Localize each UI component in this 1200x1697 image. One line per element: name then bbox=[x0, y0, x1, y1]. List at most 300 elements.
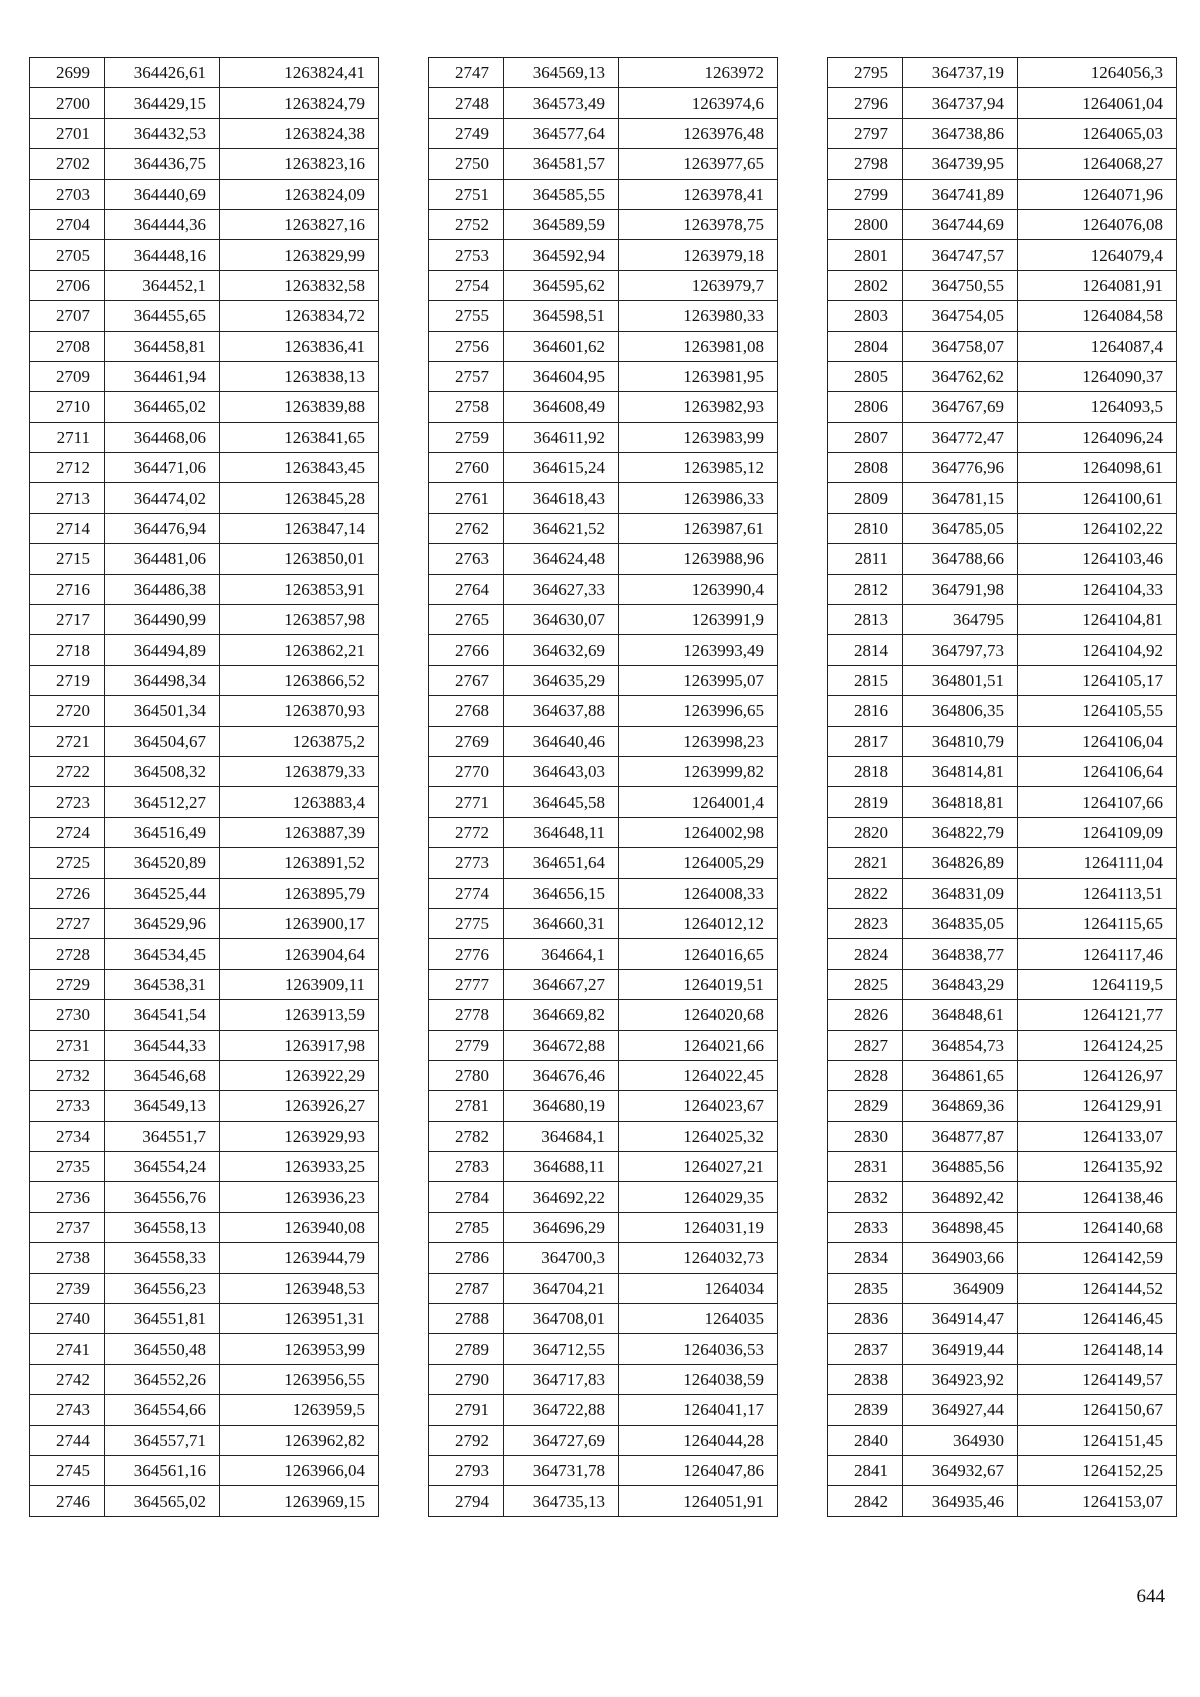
table-row bbox=[828, 574, 1177, 604]
y-coordinate-cell: 1264115,65 bbox=[1018, 908, 1177, 938]
table-row bbox=[828, 908, 1177, 938]
table-row bbox=[828, 331, 1177, 361]
x-coordinate-cell: 364643,03 bbox=[504, 756, 619, 786]
table-row bbox=[429, 392, 778, 422]
point-number-cell: 2734 bbox=[30, 1121, 105, 1151]
y-coordinate-cell: 1264002,98 bbox=[619, 817, 778, 847]
table-row bbox=[828, 270, 1177, 300]
point-number-cell: 2724 bbox=[30, 817, 105, 847]
y-coordinate-cell: 1263847,14 bbox=[220, 513, 379, 543]
point-number-cell: 2812 bbox=[828, 574, 903, 604]
y-coordinate-cell: 1264113,51 bbox=[1018, 878, 1177, 908]
point-number-cell: 2735 bbox=[30, 1152, 105, 1182]
point-number-cell: 2776 bbox=[429, 939, 504, 969]
point-number-cell: 2751 bbox=[429, 179, 504, 209]
y-coordinate-cell: 1263832,58 bbox=[220, 270, 379, 300]
point-number-cell: 2781 bbox=[429, 1091, 504, 1121]
x-coordinate-cell: 364458,81 bbox=[105, 331, 220, 361]
x-coordinate-cell: 364621,52 bbox=[504, 513, 619, 543]
x-coordinate-cell: 364737,94 bbox=[903, 88, 1018, 118]
y-coordinate-cell: 1263974,6 bbox=[619, 88, 778, 118]
point-number-cell: 2757 bbox=[429, 361, 504, 391]
point-number-cell: 2749 bbox=[429, 118, 504, 148]
x-coordinate-cell: 364744,69 bbox=[903, 209, 1018, 239]
y-coordinate-cell: 1264126,97 bbox=[1018, 1060, 1177, 1090]
coordinate-table-3 bbox=[827, 57, 1177, 1517]
table-row bbox=[828, 1212, 1177, 1242]
point-number-cell: 2787 bbox=[429, 1273, 504, 1303]
x-coordinate-cell: 364635,29 bbox=[504, 665, 619, 695]
point-number-cell: 2709 bbox=[30, 361, 105, 391]
table-row bbox=[30, 1000, 379, 1030]
table-row bbox=[30, 787, 379, 817]
y-coordinate-cell: 1264121,77 bbox=[1018, 1000, 1177, 1030]
y-coordinate-cell: 1263913,59 bbox=[220, 1000, 379, 1030]
table-row bbox=[429, 908, 778, 938]
y-coordinate-cell: 1264022,45 bbox=[619, 1060, 778, 1090]
point-number-cell: 2703 bbox=[30, 179, 105, 209]
y-coordinate-cell: 1263850,01 bbox=[220, 544, 379, 574]
y-coordinate-cell: 1263904,64 bbox=[220, 939, 379, 969]
x-coordinate-cell: 364604,95 bbox=[504, 361, 619, 391]
table-row bbox=[429, 1121, 778, 1151]
point-number-cell: 2838 bbox=[828, 1364, 903, 1394]
point-number-cell: 2831 bbox=[828, 1152, 903, 1182]
point-number-cell: 2718 bbox=[30, 635, 105, 665]
y-coordinate-cell: 1264090,37 bbox=[1018, 361, 1177, 391]
table-row bbox=[429, 939, 778, 969]
point-number-cell: 2823 bbox=[828, 908, 903, 938]
x-coordinate-cell: 364581,57 bbox=[504, 149, 619, 179]
point-number-cell: 2834 bbox=[828, 1243, 903, 1273]
x-coordinate-cell: 364637,88 bbox=[504, 696, 619, 726]
table-row bbox=[30, 878, 379, 908]
y-coordinate-cell: 1263926,27 bbox=[220, 1091, 379, 1121]
x-coordinate-cell: 364712,55 bbox=[504, 1334, 619, 1364]
y-coordinate-cell: 1264016,65 bbox=[619, 939, 778, 969]
y-coordinate-cell: 1264103,46 bbox=[1018, 544, 1177, 574]
y-coordinate-cell: 1263959,5 bbox=[220, 1395, 379, 1425]
x-coordinate-cell: 364569,13 bbox=[504, 58, 619, 88]
table-row bbox=[828, 1364, 1177, 1394]
x-coordinate-cell: 364645,58 bbox=[504, 787, 619, 817]
table-row bbox=[30, 513, 379, 543]
x-coordinate-cell: 364608,49 bbox=[504, 392, 619, 422]
x-coordinate-cell: 364448,16 bbox=[105, 240, 220, 270]
x-coordinate-cell: 364508,32 bbox=[105, 756, 220, 786]
table-row bbox=[828, 301, 1177, 331]
y-coordinate-cell: 1264111,04 bbox=[1018, 848, 1177, 878]
table-row bbox=[30, 544, 379, 574]
y-coordinate-cell: 1263827,16 bbox=[220, 209, 379, 239]
x-coordinate-cell: 364556,76 bbox=[105, 1182, 220, 1212]
table-row bbox=[828, 635, 1177, 665]
y-coordinate-cell: 1264149,57 bbox=[1018, 1364, 1177, 1394]
point-number-cell: 2713 bbox=[30, 483, 105, 513]
y-coordinate-cell: 1263983,99 bbox=[619, 422, 778, 452]
x-coordinate-cell: 364676,46 bbox=[504, 1060, 619, 1090]
x-coordinate-cell: 364795 bbox=[903, 605, 1018, 635]
table-row bbox=[429, 118, 778, 148]
table-row bbox=[828, 817, 1177, 847]
point-number-cell: 2817 bbox=[828, 726, 903, 756]
table-row bbox=[828, 544, 1177, 574]
table-row bbox=[429, 453, 778, 483]
y-coordinate-cell: 1264081,91 bbox=[1018, 270, 1177, 300]
x-coordinate-cell: 364927,44 bbox=[903, 1395, 1018, 1425]
y-coordinate-cell: 1263839,88 bbox=[220, 392, 379, 422]
table-row bbox=[429, 149, 778, 179]
x-coordinate-cell: 364741,89 bbox=[903, 179, 1018, 209]
x-coordinate-cell: 364738,86 bbox=[903, 118, 1018, 148]
y-coordinate-cell: 1263875,2 bbox=[220, 726, 379, 756]
y-coordinate-cell: 1264036,53 bbox=[619, 1334, 778, 1364]
y-coordinate-cell: 1263843,45 bbox=[220, 453, 379, 483]
point-number-cell: 2742 bbox=[30, 1364, 105, 1394]
table-row bbox=[429, 635, 778, 665]
table-row bbox=[30, 1030, 379, 1060]
table-row bbox=[828, 756, 1177, 786]
table-row bbox=[30, 574, 379, 604]
y-coordinate-cell: 1263824,41 bbox=[220, 58, 379, 88]
point-number-cell: 2792 bbox=[429, 1425, 504, 1455]
table-row bbox=[828, 1425, 1177, 1455]
point-number-cell: 2740 bbox=[30, 1304, 105, 1334]
point-number-cell: 2748 bbox=[429, 88, 504, 118]
y-coordinate-cell: 1263999,82 bbox=[619, 756, 778, 786]
x-coordinate-cell: 364848,61 bbox=[903, 1000, 1018, 1030]
point-number-cell: 2819 bbox=[828, 787, 903, 817]
x-coordinate-cell: 364471,06 bbox=[105, 453, 220, 483]
x-coordinate-cell: 364708,01 bbox=[504, 1304, 619, 1334]
x-coordinate-cell: 364516,49 bbox=[105, 817, 220, 847]
y-coordinate-cell: 1263966,04 bbox=[220, 1455, 379, 1485]
point-number-cell: 2794 bbox=[429, 1486, 504, 1516]
y-coordinate-cell: 1263951,31 bbox=[220, 1304, 379, 1334]
x-coordinate-cell: 364731,78 bbox=[504, 1455, 619, 1485]
point-number-cell: 2707 bbox=[30, 301, 105, 331]
y-coordinate-cell: 1264012,12 bbox=[619, 908, 778, 938]
y-coordinate-cell: 1264104,81 bbox=[1018, 605, 1177, 635]
table-row bbox=[30, 1273, 379, 1303]
point-number-cell: 2728 bbox=[30, 939, 105, 969]
point-number-cell: 2815 bbox=[828, 665, 903, 695]
x-coordinate-cell: 364919,44 bbox=[903, 1334, 1018, 1364]
table-row bbox=[30, 58, 379, 88]
x-coordinate-cell: 364903,66 bbox=[903, 1243, 1018, 1273]
x-coordinate-cell: 364550,48 bbox=[105, 1334, 220, 1364]
table-row bbox=[429, 1304, 778, 1334]
x-coordinate-cell: 364831,09 bbox=[903, 878, 1018, 908]
table-row bbox=[828, 1000, 1177, 1030]
y-coordinate-cell: 1264005,29 bbox=[619, 848, 778, 878]
point-number-cell: 2825 bbox=[828, 969, 903, 999]
y-coordinate-cell: 1263862,21 bbox=[220, 635, 379, 665]
table-row bbox=[429, 1030, 778, 1060]
point-number-cell: 2804 bbox=[828, 331, 903, 361]
point-number-cell: 2841 bbox=[828, 1455, 903, 1485]
x-coordinate-cell: 364667,27 bbox=[504, 969, 619, 999]
x-coordinate-cell: 364589,59 bbox=[504, 209, 619, 239]
y-coordinate-cell: 1263922,29 bbox=[220, 1060, 379, 1090]
table-row bbox=[30, 331, 379, 361]
x-coordinate-cell: 364486,38 bbox=[105, 574, 220, 604]
y-coordinate-cell: 1264151,45 bbox=[1018, 1425, 1177, 1455]
y-coordinate-cell: 1264031,19 bbox=[619, 1212, 778, 1242]
point-number-cell: 2716 bbox=[30, 574, 105, 604]
x-coordinate-cell: 364692,22 bbox=[504, 1182, 619, 1212]
y-coordinate-cell: 1264025,32 bbox=[619, 1121, 778, 1151]
table-row bbox=[828, 878, 1177, 908]
table-row bbox=[30, 1425, 379, 1455]
point-number-cell: 2717 bbox=[30, 605, 105, 635]
table-row bbox=[828, 1486, 1177, 1516]
point-number-cell: 2722 bbox=[30, 756, 105, 786]
x-coordinate-cell: 364468,06 bbox=[105, 422, 220, 452]
x-coordinate-cell: 364696,29 bbox=[504, 1212, 619, 1242]
table-row bbox=[828, 1060, 1177, 1090]
y-coordinate-cell: 1263996,65 bbox=[619, 696, 778, 726]
point-number-cell: 2779 bbox=[429, 1030, 504, 1060]
y-coordinate-cell: 1264071,96 bbox=[1018, 179, 1177, 209]
y-coordinate-cell: 1263969,15 bbox=[220, 1486, 379, 1516]
point-number-cell: 2836 bbox=[828, 1304, 903, 1334]
x-coordinate-cell: 364704,21 bbox=[504, 1273, 619, 1303]
y-coordinate-cell: 1264021,66 bbox=[619, 1030, 778, 1060]
point-number-cell: 2800 bbox=[828, 209, 903, 239]
table-row bbox=[30, 179, 379, 209]
point-number-cell: 2824 bbox=[828, 939, 903, 969]
table-row bbox=[429, 605, 778, 635]
table-row bbox=[30, 240, 379, 270]
y-coordinate-cell: 1263824,09 bbox=[220, 179, 379, 209]
point-number-cell: 2783 bbox=[429, 1152, 504, 1182]
x-coordinate-cell: 364838,77 bbox=[903, 939, 1018, 969]
point-number-cell: 2833 bbox=[828, 1212, 903, 1242]
y-coordinate-cell: 1263987,61 bbox=[619, 513, 778, 543]
x-coordinate-cell: 364615,24 bbox=[504, 453, 619, 483]
y-coordinate-cell: 1264019,51 bbox=[619, 969, 778, 999]
table-row bbox=[30, 908, 379, 938]
point-number-cell: 2807 bbox=[828, 422, 903, 452]
point-number-cell: 2741 bbox=[30, 1334, 105, 1364]
x-coordinate-cell: 364455,65 bbox=[105, 301, 220, 331]
table-row bbox=[429, 1425, 778, 1455]
x-coordinate-cell: 364529,96 bbox=[105, 908, 220, 938]
point-number-cell: 2699 bbox=[30, 58, 105, 88]
y-coordinate-cell: 1264041,17 bbox=[619, 1395, 778, 1425]
point-number-cell: 2715 bbox=[30, 544, 105, 574]
point-number-cell: 2795 bbox=[828, 58, 903, 88]
point-number-cell: 2706 bbox=[30, 270, 105, 300]
x-coordinate-cell: 364660,31 bbox=[504, 908, 619, 938]
y-coordinate-cell: 1264096,24 bbox=[1018, 422, 1177, 452]
point-number-cell: 2801 bbox=[828, 240, 903, 270]
y-coordinate-cell: 1263962,82 bbox=[220, 1425, 379, 1455]
table-row bbox=[429, 696, 778, 726]
x-coordinate-cell: 364440,69 bbox=[105, 179, 220, 209]
table-row bbox=[429, 787, 778, 817]
table-row bbox=[828, 1304, 1177, 1334]
point-number-cell: 2816 bbox=[828, 696, 903, 726]
point-number-cell: 2733 bbox=[30, 1091, 105, 1121]
point-number-cell: 2727 bbox=[30, 908, 105, 938]
table-row bbox=[828, 1273, 1177, 1303]
x-coordinate-cell: 364854,73 bbox=[903, 1030, 1018, 1060]
y-coordinate-cell: 1264065,03 bbox=[1018, 118, 1177, 148]
table-row bbox=[429, 544, 778, 574]
point-number-cell: 2796 bbox=[828, 88, 903, 118]
point-number-cell: 2780 bbox=[429, 1060, 504, 1090]
y-coordinate-cell: 1264144,52 bbox=[1018, 1273, 1177, 1303]
y-coordinate-cell: 1264150,67 bbox=[1018, 1395, 1177, 1425]
page-number: 644 bbox=[1136, 1586, 1165, 1607]
point-number-cell: 2818 bbox=[828, 756, 903, 786]
point-number-cell: 2730 bbox=[30, 1000, 105, 1030]
x-coordinate-cell: 364601,62 bbox=[504, 331, 619, 361]
x-coordinate-cell: 364754,05 bbox=[903, 301, 1018, 331]
point-number-cell: 2775 bbox=[429, 908, 504, 938]
x-coordinate-cell: 364930 bbox=[903, 1425, 1018, 1455]
x-coordinate-cell: 364776,96 bbox=[903, 453, 1018, 483]
y-coordinate-cell: 1264152,25 bbox=[1018, 1455, 1177, 1485]
y-coordinate-cell: 1263823,16 bbox=[220, 149, 379, 179]
x-coordinate-cell: 364611,92 bbox=[504, 422, 619, 452]
table-row bbox=[429, 179, 778, 209]
y-coordinate-cell: 1263883,4 bbox=[220, 787, 379, 817]
y-coordinate-cell: 1263900,17 bbox=[220, 908, 379, 938]
x-coordinate-cell: 364923,92 bbox=[903, 1364, 1018, 1394]
x-coordinate-cell: 364618,43 bbox=[504, 483, 619, 513]
x-coordinate-cell: 364877,87 bbox=[903, 1121, 1018, 1151]
point-number-cell: 2739 bbox=[30, 1273, 105, 1303]
y-coordinate-cell: 1264032,73 bbox=[619, 1243, 778, 1273]
point-number-cell: 2820 bbox=[828, 817, 903, 847]
x-coordinate-cell: 364727,69 bbox=[504, 1425, 619, 1455]
point-number-cell: 2821 bbox=[828, 848, 903, 878]
y-coordinate-cell: 1264105,17 bbox=[1018, 665, 1177, 695]
y-coordinate-cell: 1263944,79 bbox=[220, 1243, 379, 1273]
x-coordinate-cell: 364429,15 bbox=[105, 88, 220, 118]
x-coordinate-cell: 364525,44 bbox=[105, 878, 220, 908]
point-number-cell: 2772 bbox=[429, 817, 504, 847]
x-coordinate-cell: 364598,51 bbox=[504, 301, 619, 331]
point-number-cell: 2826 bbox=[828, 1000, 903, 1030]
table-row bbox=[429, 209, 778, 239]
y-coordinate-cell: 1263948,53 bbox=[220, 1273, 379, 1303]
table-row bbox=[30, 1486, 379, 1516]
table-row bbox=[429, 88, 778, 118]
point-number-cell: 2721 bbox=[30, 726, 105, 756]
table-row bbox=[828, 1243, 1177, 1273]
x-coordinate-cell: 364551,81 bbox=[105, 1304, 220, 1334]
y-coordinate-cell: 1263977,65 bbox=[619, 149, 778, 179]
point-number-cell: 2813 bbox=[828, 605, 903, 635]
table-row bbox=[429, 878, 778, 908]
y-coordinate-cell: 1263929,93 bbox=[220, 1121, 379, 1151]
table-row bbox=[828, 483, 1177, 513]
point-number-cell: 2760 bbox=[429, 453, 504, 483]
y-coordinate-cell: 1263838,13 bbox=[220, 361, 379, 391]
x-coordinate-cell: 364541,54 bbox=[105, 1000, 220, 1030]
x-coordinate-cell: 364762,62 bbox=[903, 361, 1018, 391]
point-number-cell: 2710 bbox=[30, 392, 105, 422]
table-row bbox=[429, 1000, 778, 1030]
y-coordinate-cell: 1264146,45 bbox=[1018, 1304, 1177, 1334]
point-number-cell: 2808 bbox=[828, 453, 903, 483]
y-coordinate-cell: 1263866,52 bbox=[220, 665, 379, 695]
y-coordinate-cell: 1264102,22 bbox=[1018, 513, 1177, 543]
y-coordinate-cell: 1264034 bbox=[619, 1273, 778, 1303]
point-number-cell: 2840 bbox=[828, 1425, 903, 1455]
y-coordinate-cell: 1264138,46 bbox=[1018, 1182, 1177, 1212]
x-coordinate-cell: 364672,88 bbox=[504, 1030, 619, 1060]
point-number-cell: 2763 bbox=[429, 544, 504, 574]
table-row bbox=[30, 453, 379, 483]
table-row bbox=[429, 1364, 778, 1394]
table-row bbox=[30, 696, 379, 726]
x-coordinate-cell: 364501,34 bbox=[105, 696, 220, 726]
y-coordinate-cell: 1264140,68 bbox=[1018, 1212, 1177, 1242]
x-coordinate-cell: 364680,19 bbox=[504, 1091, 619, 1121]
table-row bbox=[429, 270, 778, 300]
table-row bbox=[30, 1364, 379, 1394]
y-coordinate-cell: 1264027,21 bbox=[619, 1152, 778, 1182]
y-coordinate-cell: 1263895,79 bbox=[220, 878, 379, 908]
point-number-cell: 2759 bbox=[429, 422, 504, 452]
table-row bbox=[429, 1091, 778, 1121]
point-number-cell: 2814 bbox=[828, 635, 903, 665]
table-row bbox=[429, 483, 778, 513]
point-number-cell: 2731 bbox=[30, 1030, 105, 1060]
table-row bbox=[30, 270, 379, 300]
point-number-cell: 2753 bbox=[429, 240, 504, 270]
point-number-cell: 2743 bbox=[30, 1395, 105, 1425]
table-row bbox=[429, 574, 778, 604]
x-coordinate-cell: 364885,56 bbox=[903, 1152, 1018, 1182]
x-coordinate-cell: 364818,81 bbox=[903, 787, 1018, 817]
y-coordinate-cell: 1264153,07 bbox=[1018, 1486, 1177, 1516]
y-coordinate-cell: 1263936,23 bbox=[220, 1182, 379, 1212]
y-coordinate-cell: 1264142,59 bbox=[1018, 1243, 1177, 1273]
point-number-cell: 2702 bbox=[30, 149, 105, 179]
x-coordinate-cell: 364520,89 bbox=[105, 848, 220, 878]
table-row bbox=[828, 1121, 1177, 1151]
y-coordinate-cell: 1263824,79 bbox=[220, 88, 379, 118]
table-row bbox=[429, 58, 778, 88]
point-number-cell: 2744 bbox=[30, 1425, 105, 1455]
table-row bbox=[429, 1243, 778, 1273]
point-number-cell: 2738 bbox=[30, 1243, 105, 1273]
y-coordinate-cell: 1263917,98 bbox=[220, 1030, 379, 1060]
point-number-cell: 2754 bbox=[429, 270, 504, 300]
table-row bbox=[828, 1091, 1177, 1121]
x-coordinate-cell: 364534,45 bbox=[105, 939, 220, 969]
x-coordinate-cell: 364558,13 bbox=[105, 1212, 220, 1242]
x-coordinate-cell: 364772,47 bbox=[903, 422, 1018, 452]
point-number-cell: 2764 bbox=[429, 574, 504, 604]
table-row bbox=[30, 635, 379, 665]
table-row bbox=[429, 817, 778, 847]
x-coordinate-cell: 364565,02 bbox=[105, 1486, 220, 1516]
x-coordinate-cell: 364788,66 bbox=[903, 544, 1018, 574]
point-number-cell: 2784 bbox=[429, 1182, 504, 1212]
y-coordinate-cell: 1264119,5 bbox=[1018, 969, 1177, 999]
y-coordinate-cell: 1264079,4 bbox=[1018, 240, 1177, 270]
y-coordinate-cell: 1263845,28 bbox=[220, 483, 379, 513]
y-coordinate-cell: 1264051,91 bbox=[619, 1486, 778, 1516]
x-coordinate-cell: 364826,89 bbox=[903, 848, 1018, 878]
